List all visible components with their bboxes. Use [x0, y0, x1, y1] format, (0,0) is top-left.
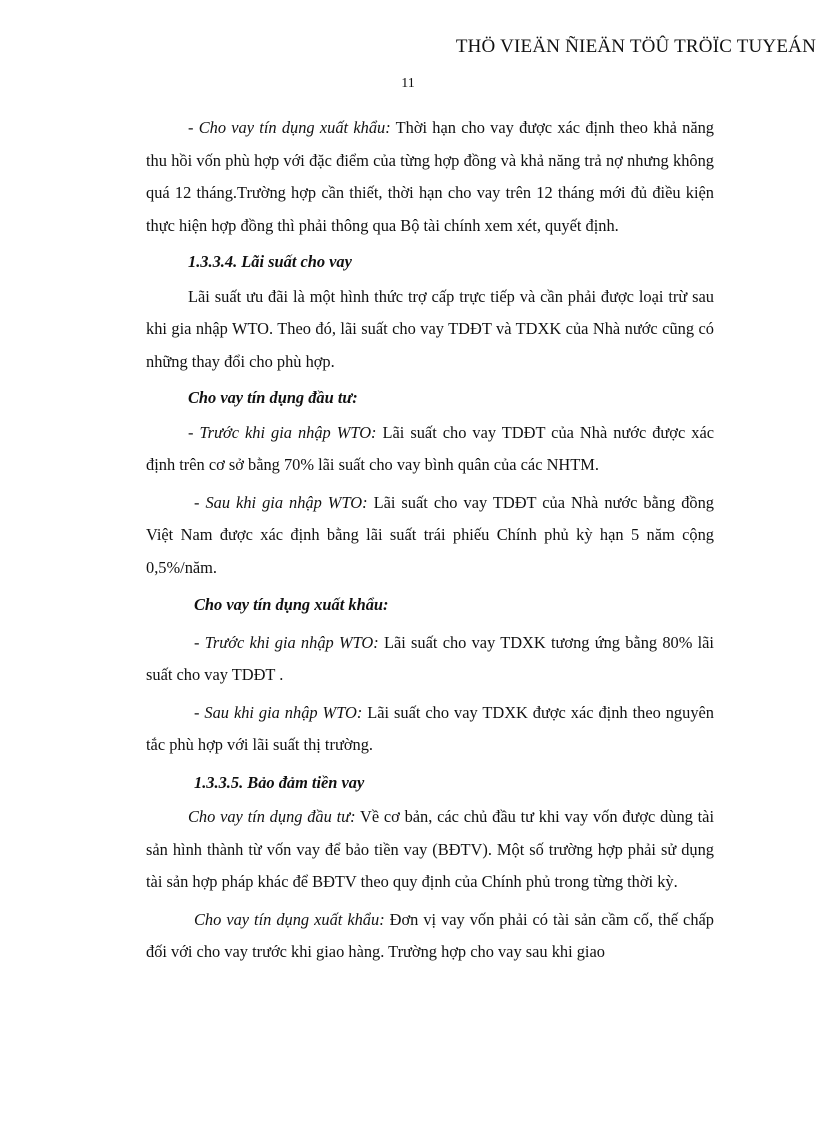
paragraph-text: Thời hạn cho vay được xác định theo khả năng thu hồi vốn phù hợp với đặc điểm của từng hợp đồng và khả năng trả nợ nhưng không quá 12 tháng.Trường hợp cần thiết, thời hạn cho vay trên 12 tháng mới đủ điều kiện thực hiện hợp đồng thì phải thông qua Bộ tài chính xem xét, quyết định.	[146, 118, 714, 235]
paragraph-security-investment	[146, 801, 714, 899]
paragraph-lead: Cho vay tín dụng đầu tư:	[188, 807, 356, 826]
page-number: 11	[401, 76, 415, 91]
section-heading-loan-security: 1.3.3.5. Bảo đảm tiền vay	[194, 772, 365, 792]
paragraph-investment-before-wto	[146, 417, 714, 482]
document-body	[146, 112, 714, 969]
paragraph-text: Lãi suất cho vay TDĐT của Nhà nước bằng đồng Việt Nam được xác định bằng lãi suất trái phiếu Chính phủ kỳ hạn 5 năm cộng 0,5%/năm.	[146, 492, 714, 577]
paragraph-interest-intro: Lãi suất ưu đãi là một hình thức trợ cấp trực tiếp và cần phải được loại trừ sau khi gia nhập WTO. Theo đó, lãi suất cho vay TDĐT và TDXK của Nhà nước cũng có những thay đổi cho phù hợp.	[146, 286, 714, 371]
paragraph-text: Lãi suất cho vay TDXK được xác định theo nguyên tắc phù hợp với lãi suất thị trường.	[146, 702, 714, 754]
paragraph-lead: - Trước khi gia nhập WTO:	[194, 632, 379, 652]
paragraph-lead: Cho vay tín dụng xuất khẩu:	[194, 909, 385, 929]
paragraph-text: Đơn vị vay vốn phải có tài sản cầm cố, thế chấp đối với cho vay trước khi giao hàng. Trường hợp cho vay sau khi giao	[146, 909, 715, 961]
paragraph-investment-after-wto	[146, 487, 714, 585]
paragraph-lead: - Trước khi gia nhập WTO:	[188, 422, 377, 442]
paragraph-text: Lãi suất cho vay TDXK tương ứng bằng 80% lãi suất cho vay TDĐT .	[146, 632, 714, 684]
page-header-title: THÖ VIEÄN ÑIEÄN TÖÛ TRÖÏC TUYEÁN	[455, 36, 816, 57]
paragraph-export-after-wto	[146, 697, 714, 762]
subheading-export-credit: Cho vay tín dụng xuất khẩu:	[194, 595, 389, 614]
subheading-investment-credit: Cho vay tín dụng đầu tư:	[188, 388, 358, 407]
paragraph-text: Về cơ bản, các chủ đầu tư khi vay vốn được dùng tài sản hình thành từ vốn vay để bảo tiền vay (BĐTV). Một số trường hợp phải sử dụng tài sản hợp pháp khác để BĐTV theo quy định của Chính phủ trong từng thời kỳ.	[146, 807, 714, 891]
paragraph-lead: - Cho vay tín dụng xuất khẩu:	[188, 118, 391, 137]
paragraph-export-before-wto	[146, 627, 714, 692]
paragraph-lead: - Sau khi gia nhập WTO:	[194, 492, 368, 512]
paragraph-lead: - Sau khi gia nhập WTO:	[194, 702, 363, 722]
section-heading-interest-rate: 1.3.3.4. Lãi suất cho vay	[188, 252, 352, 271]
paragraph-text: Lãi suất cho vay TDĐT của Nhà nước được xác định trên cơ sở bằng 70% lãi suất cho vay bình quân của các NHTM.	[146, 422, 714, 474]
paragraph-security-export	[146, 904, 714, 969]
paragraph-export-credit-term	[146, 112, 714, 242]
